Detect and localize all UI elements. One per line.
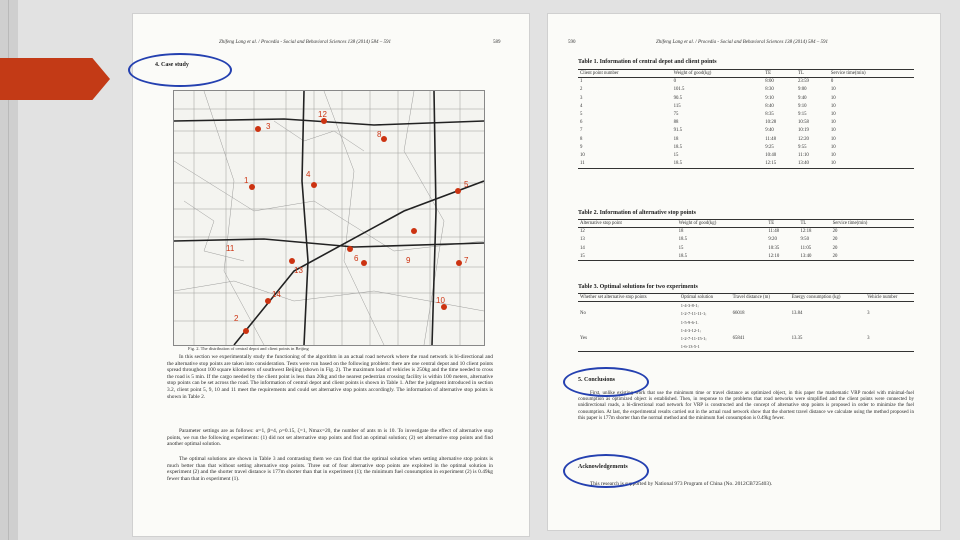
map-node-dot [255,126,261,132]
running-head: Zhifeng Lang et al. / Procedia - Social and Behavioral Sciences 138 (2014) 584 – 591 [656,40,829,45]
table-cell: 3 [867,335,870,341]
table-optimal-solutions [578,293,914,352]
table-cell: 75 [673,111,679,117]
map-node-dot [265,298,271,304]
body-paragraph: Parameter settings are as follows: α=1, β=4, ρ=0.15, ζ=1, Nmax=20, the number of ants m is 10. To investigate the effect of alternative stop points, we run the following experiments: (1) did not set alternative stop points and find an optimal solution; (2) set alternative stop points and find another optimal solution. [167,428,493,448]
table-cell [865,326,914,334]
table-row [578,326,914,334]
table-cell: 10:40 [765,152,777,158]
table3-title: Table 3. Optimal solutions for two experiments [578,284,698,290]
table-cell: 10 [580,152,585,158]
map-node-dot [289,258,295,264]
table-cell: 8:40 [765,103,774,109]
table-cell: 20 [832,237,838,243]
table-cell [731,343,790,352]
table-cell: 10:19 [798,128,809,134]
table-cell: 10 [830,144,836,150]
table-cell: 7 [580,128,583,134]
table-row [578,343,914,352]
table-cell: 13 [580,237,585,243]
table-row [578,110,914,118]
table-row [578,252,914,261]
map-node-label: 7 [464,256,469,265]
table-cell: 90.5 [673,95,683,101]
map-node-dot [249,184,255,190]
page-number: 589 [493,40,501,45]
table-cell [865,318,914,326]
table-row [578,119,914,127]
table-cell: 20 [832,229,838,235]
table-cell [790,343,866,352]
map-node-dot [411,228,417,234]
table-cell: 9:50 [800,237,809,243]
table-cell: 11 [578,159,672,168]
table-header: TE [766,220,798,228]
table-cell: 18 [678,229,684,235]
table-cell: No [580,311,586,317]
table-cell: 6 [580,120,583,126]
map-node-dot [455,188,461,194]
table-cell: 9:40 [798,95,807,101]
table-cell: 18.5 [672,159,764,168]
table-header: Alternative stop point [578,220,677,228]
table-cell: 12:18 [800,229,812,235]
table-row [578,127,914,135]
table-cell: 18.5 [677,252,767,261]
table1-title: Table 1. Information of central depot and client points [578,59,717,65]
table-header: Service time(min) [829,70,914,78]
table-cell: 1-2-7-11-15-1; [680,335,707,341]
table-cell: 9:25 [765,144,774,150]
table-cell [865,343,914,352]
table-cell: 65841 [732,335,745,341]
table-cell: 9:20 [768,237,777,243]
table-cell: 11:48 [765,136,776,142]
table-row [578,244,914,252]
map-node-dot [243,328,249,334]
table-cell: 1-2-7-11-11-1; [680,311,707,317]
table-alternative-stops [578,219,914,261]
table-cell: 8:35 [765,111,774,117]
table-cell: 10 [830,87,836,93]
table-header: Vehicle number [865,294,914,302]
table-cell: 10 [830,136,836,142]
table-cell: 12 [580,229,585,235]
table-header: TL [796,70,829,78]
table-cell [731,318,790,326]
section-title-acknowledgements: Acknowledgements [578,464,628,470]
table-cell [578,343,679,352]
map-node-label: 5 [464,180,469,189]
table-header: TE [763,70,796,78]
table-cell: 115 [673,103,681,109]
table-row [578,135,914,143]
table-row [578,102,914,110]
table-cell: 101.5 [673,87,685,93]
table-cell [578,318,679,326]
table-cell: 10 [830,152,836,158]
acknowledgements-paragraph: This research is supported by National 973 Program of China (No. 2012CB725403). [590,481,773,487]
table-cell: 9:15 [798,111,807,117]
table-header: Service time(min) [831,220,914,228]
table-cell: 1-4-3-8-1; [680,303,699,309]
section-title-conclusions: 5. Conclusions [578,377,616,383]
table-cell: 10 [830,120,836,126]
map-node-dot [311,182,317,188]
table-cell: 1-6-13-5-1 [679,343,731,352]
table-cell: 9:40 [765,128,774,134]
table-cell: 18.5 [673,144,683,150]
body-paragraph: In this section we experimentally study the functioning of the algorithm in an actual road network where the road network is bi-directional and the alternative stop points are taken into consideration. Tests were run based on the following problem: there are one central depot and 10 client points spread throughout 100 square kilometers of southwest Beijing (shown in Fig. 2). The maximum load of vehicles is 250kg and the time needed to cross the road is 5 min. If the cargo needed by the client point is less than 20kg and the nearest pedestrian crossing facility is within 100 meters, alternative stop points can be set across the road. The information of central depot and client points is shown in Table 1. After the judgment introduced in section 3.2, client point 5, 9, 10 and 11 meet the requirements and could set alternative stop points accordingly. The information of alternative stop points is shown in Table 2. [167,354,493,400]
table-cell: 13.84 [791,311,803,317]
table-cell: 20 [831,252,914,261]
table-cell: 18.5 [678,237,687,243]
road-network-map [173,90,485,346]
table-client-points [578,69,914,169]
table-cell: 11:48 [768,229,780,235]
map-node-dot [381,136,387,142]
table-row [578,301,914,310]
table-cell: 10 [829,159,914,168]
table-row [578,236,914,244]
table-header: Client point number [578,70,672,78]
table-cell: 8 [580,136,583,142]
road-network-figure [174,91,484,345]
map-node-label: 11 [226,244,235,253]
table-cell: 12:20 [798,136,809,142]
table-cell: 10:28 [765,120,777,126]
table-cell: 9 [580,144,583,150]
slide-arrow-accent [0,58,110,100]
table-row [578,143,914,151]
table-cell: 88 [673,120,679,126]
table-cell: 8:00 [765,79,774,85]
table-cell: 13:40 [796,159,829,168]
table-row [578,94,914,102]
table-cell: 10:58 [798,120,809,126]
table-cell: Yes [580,335,587,341]
table-header: TL [798,220,830,228]
table-cell: 12:15 [763,159,796,168]
table-cell: 9:55 [798,144,807,150]
table-cell: 5 [580,111,583,117]
table-cell [790,326,866,334]
table-row [578,310,914,318]
table-cell: 10:35 [768,245,780,251]
document-page-right [548,14,940,530]
map-node-label: 4 [306,170,311,179]
table-cell: 13:40 [798,252,830,261]
table-cell: 9:10 [765,95,774,101]
table-cell: 1 [580,79,583,85]
map-node-label: 2 [234,314,239,323]
table-cell [865,301,914,310]
table-cell: 11:10 [798,152,809,158]
table-row [578,227,914,236]
table-cell [731,326,790,334]
map-node-label: 3 [266,122,271,131]
table-row [578,86,914,94]
map-node-label: 9 [406,256,411,265]
document-page-left [133,14,529,536]
table-cell: 8:30 [765,87,774,93]
section-title-case-study: 4. Case study [155,62,189,68]
table-cell: 91.5 [673,128,683,134]
table-cell: 0 [830,79,834,85]
table-cell: 2 [580,87,583,93]
map-node-label: 1 [244,176,249,185]
table-cell: 9:00 [798,87,807,93]
map-node-label: 8 [377,130,382,139]
table-row [578,334,914,342]
table-cell: 66018 [732,311,745,317]
map-node-dot [456,260,462,266]
table-header: Optimal solution [679,294,731,302]
table-row [578,151,914,159]
table-cell: 15 [678,245,684,251]
map-node-label: 6 [354,254,359,263]
table-header: Weight of good(kg) [677,220,767,228]
map-node-label: 12 [318,110,327,119]
table-cell: 10 [830,103,836,109]
table-header: Whether set alternative stop points [578,294,679,302]
table-cell: 3 [867,311,870,317]
map-node-dot [347,246,353,252]
table-cell: 20 [832,245,838,251]
table-cell: 12:10 [766,252,798,261]
table-cell [578,301,679,310]
table-cell: 15 [578,252,677,261]
map-node-dot [361,260,367,266]
table-header: Weight of good(kg) [672,70,764,78]
table-cell: 18 [673,136,679,142]
table-cell: 1-5-9-6-1. [680,319,699,325]
table-cell: 10 [830,95,836,101]
table-header: Energy consumption (kg) [790,294,866,302]
table-cell: 23:59 [798,79,809,85]
table-cell [731,301,790,310]
table-cell [790,318,866,326]
page-number: 590 [568,40,576,45]
table-cell: 13.35 [791,335,803,341]
table-header: Travel distance (m) [731,294,790,302]
table2-title: Table 2. Information of alternative stop points [578,210,696,216]
conclusions-paragraph: First, unlike existing work that use the minimum time or travel distance as optimized object, in this paper the mathematic VRP model with minimal-fuel consumption as optimized object is established. Then, in response to the problems that road networks were simplified and the client points were connected by unidirectional roads, a bi-directional road network for VRP is constructed and the concept of alternative stop points is proposed in order to minimize the fuel consumption. At last, the experimental results carried out in the actual road network show that the shortest travel distance we calculate using the method proposed in this paper is 177m shorter than the normal method and the minimum fuel consumption is 0.49kg fewer. [578,391,914,421]
table-row [578,318,914,326]
map-node-label: 14 [272,290,281,299]
running-head: Zhifeng Lang et al. / Procedia - Social and Behavioral Sciences 138 (2014) 584 – 591 [219,40,392,45]
table-cell: 0 [673,79,677,85]
table-cell [790,301,866,310]
table-cell [578,326,679,334]
table-cell: 1-4-3-12-1; [680,327,701,333]
table-cell: 10 [830,128,836,134]
table-cell: 3 [580,95,583,101]
figure-caption: Fig. 2. The distribution of central depot and client points in Beijing [188,346,309,351]
map-node-label: 13 [294,266,303,275]
table-row [578,77,914,86]
map-node-label: 10 [436,296,445,305]
body-paragraph: The optimal solutions are shown in Table 3 and contrasting them we can find that the optimal solution when setting alternative stop points is much better than that without setting alternative stop points. Three out of four alternative stop points are exploited in the optimal solution in experiment (2) and the shorter travel distance is 177m shorter than that in experiment (1); the minimum fuel consumption in experiment (2) is 0.49kg fewer than that in experiment (1). [167,456,493,482]
table-cell: 4 [580,103,583,109]
table-cell: 9:10 [798,103,807,109]
table-cell: 15 [673,152,679,158]
table-cell: 14 [580,245,585,251]
table-row [578,159,914,168]
table-cell: 10 [830,111,836,117]
table-cell: 11:05 [800,245,812,251]
